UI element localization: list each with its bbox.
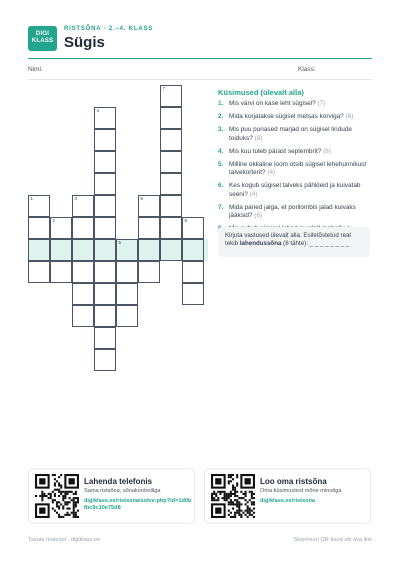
question-text: Mida korjatakse sügisel metsas korviga? [229,113,344,121]
crossword-cell[interactable] [94,305,116,327]
question-item [218,113,370,121]
question-number: 5. [218,161,224,169]
crossword-cell[interactable] [138,217,160,239]
letter-count: (8) [323,147,331,155]
solution-cell[interactable] [94,239,116,261]
crossword-cell[interactable] [94,173,116,195]
letter-count: (8) [254,134,263,142]
crossword-cell[interactable] [50,261,72,283]
question-item [218,100,370,108]
clue-number: 8 [184,218,188,223]
crossword-cell[interactable] [94,129,116,151]
crossword-cell[interactable] [116,305,138,327]
crossword-cell[interactable] [160,85,182,107]
question-number: 2. [218,113,224,121]
question-text: Mis värvi on kase leht sügisel? [229,100,316,107]
class-label: Klass: [298,66,316,73]
question-item [218,204,370,220]
solution-box [218,227,370,257]
crossword-grid [0,0,210,380]
card-subtitle: Sama ristsõna, sõnakontrolliga [84,488,161,494]
crossword-cell[interactable] [72,261,94,283]
crossword-cell[interactable] [116,283,138,305]
letter-count: (6) [254,212,263,220]
solution-cell[interactable] [182,239,204,261]
card-link[interactable]: digiklass.ee/ristsona/solve.php?id=1d0bfbc9c10e75d8 [84,498,192,511]
logo-line-1: DIGI [35,31,50,37]
question-text: Milline okkaline loom otsib sügisel lehehunnikust talvekorterit? [229,161,367,177]
create-crossword-card[interactable] [204,468,371,524]
solution-cell[interactable] [160,239,182,261]
crossword-cell[interactable] [94,217,116,239]
card-link[interactable]: digiklass.ee/ristsona [260,498,316,504]
solution-text-before: Kirjuta vastused ülevalt alla. Esiletõstetud real tekib [225,232,351,247]
crossword-cell[interactable] [160,151,182,173]
crossword-cell[interactable] [94,195,116,217]
footer-left: Tasuta materjal · digiklass.ee [28,537,101,543]
crossword-cell[interactable] [160,195,182,217]
footer-right: Skanneeri QR-kood või ava link [293,537,372,543]
solution-cell[interactable] [50,239,72,261]
questions-heading: Küsimused (ülevalt alla) [218,88,304,97]
crossword-cell[interactable] [72,305,94,327]
letter-count: (4) [249,190,258,198]
name-label: Nimi: [28,66,43,73]
question-text: Mida paned jalga, et porilombis jalad kuivaks jääksid? [229,203,356,220]
question-body [229,161,370,177]
clue-number: 5 [118,240,122,245]
header-kicker: RISTSÕNA · 2.–4. KLASS [64,26,154,32]
crossword-cell[interactable] [94,283,116,305]
crossword-cell[interactable] [94,261,116,283]
question-body [229,100,325,108]
crossword-cell[interactable] [94,151,116,173]
question-number: 3. [218,126,224,134]
crossword-cell[interactable] [116,261,138,283]
question-item [218,182,370,198]
question-body [229,113,353,121]
question-number: 1. [218,100,224,107]
solution-cell[interactable] [72,239,94,261]
crossword-cell[interactable] [94,107,116,129]
question-body [229,126,370,142]
solution-blanks: _ _ _ _ _ _ _ _ [309,240,350,247]
question-item [218,148,370,156]
question-number: 7. [218,203,224,211]
crossword-cell[interactable] [138,195,160,217]
crossword-cell[interactable] [94,327,116,349]
crossword-cell[interactable] [160,173,182,195]
clue-number: 4 [96,108,100,113]
question-number: 6. [218,182,224,190]
crossword-cell[interactable] [138,261,160,283]
letter-count: (6) [345,113,354,121]
crossword-cell[interactable] [72,217,94,239]
clue-number: 1 [30,196,34,201]
crossword-cell[interactable] [182,217,204,239]
crossword-cell[interactable] [72,195,94,217]
questions-list [218,100,370,238]
question-text: Mis puu punased marjad on sügisel lindude toiduks? [229,126,352,142]
question-number: 4. [218,147,224,155]
solution-cell[interactable] [28,239,50,261]
clue-number: 2 [52,218,56,223]
qr-code-icon [211,474,255,518]
crossword-cell[interactable] [182,283,204,305]
crossword-cell[interactable] [160,107,182,129]
letter-count: (4) [267,169,276,177]
question-body [229,148,331,156]
crossword-cell[interactable] [28,261,50,283]
clue-number: 3 [74,196,78,201]
crossword-cell[interactable] [28,217,50,239]
solution-word-label: lahendussõna [239,240,282,247]
card-subtitle: Oma küsimustest mõne minutiga [260,488,342,494]
qr-code-icon [35,474,79,518]
clue-number: 6 [140,196,144,201]
question-body [229,182,370,198]
solution-cell[interactable] [138,239,160,261]
question-item [218,126,370,142]
solution-text-after: (8 tähte): [283,240,308,247]
letter-count: (7) [317,100,326,107]
card-title: Lahenda telefonis [84,477,153,486]
crossword-cell[interactable] [94,349,116,371]
question-text: Mis kuu tuleb pärast septembrit? [229,147,322,155]
crossword-cell[interactable] [50,217,72,239]
solution-cell[interactable] [116,239,138,261]
crossword-cell[interactable] [28,195,50,217]
logo-line-2: KLASS [31,38,54,44]
clue-number: 7 [162,86,166,91]
question-body [229,204,370,220]
question-item [218,161,370,177]
question-text: Kes kogub sügisel talveks pähkleid ja kuivatab seeni? [229,182,361,198]
crossword-cell[interactable] [160,217,182,239]
crossword-cell[interactable] [160,129,182,151]
solve-online-card[interactable] [28,468,195,524]
page-title: Sügis [64,34,105,51]
card-title: Loo oma ristsõna [260,477,327,486]
crossword-cell[interactable] [72,283,94,305]
crossword-cell[interactable] [182,261,204,283]
